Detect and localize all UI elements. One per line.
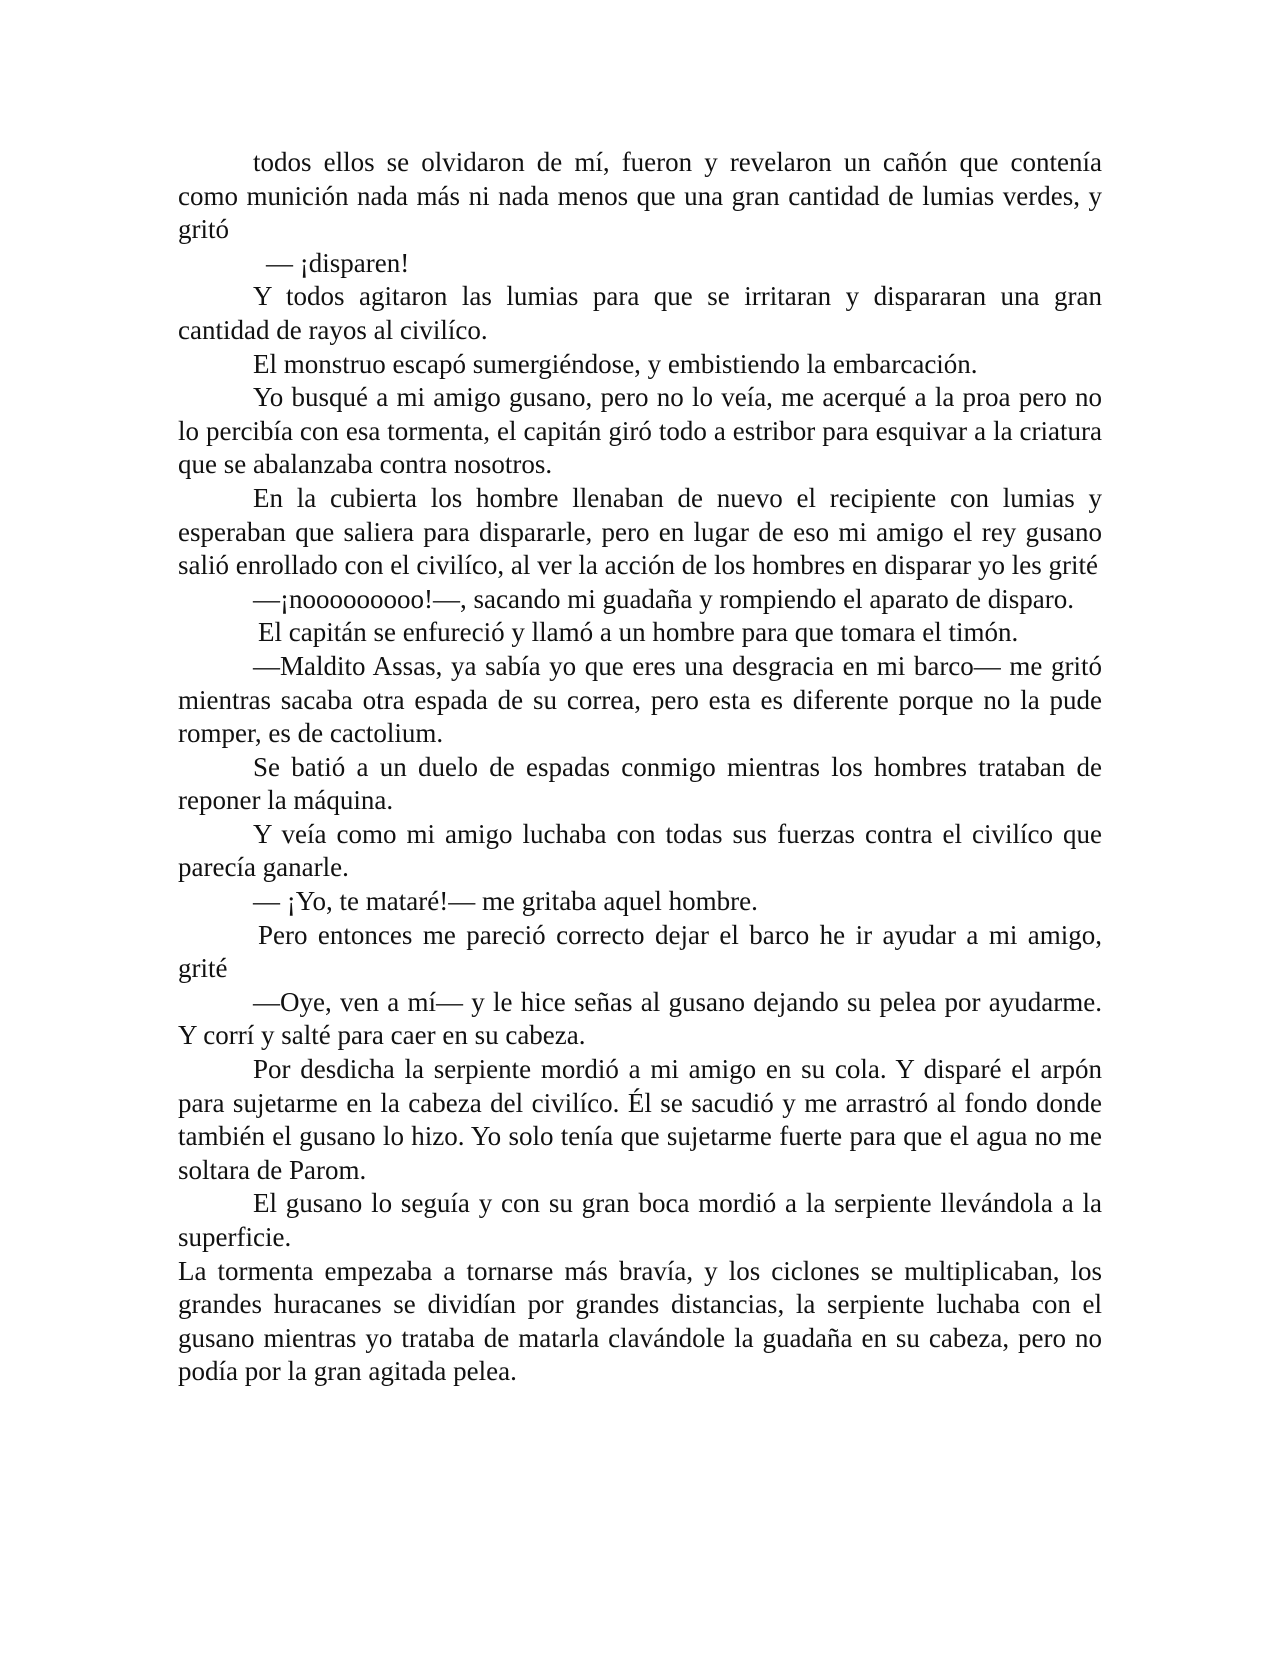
dialogue-line: —Oye, ven a mí— y le hice señas al gusano dejando su pelea por ayudarme. Y corrí y salté para caer en su cabeza.	[178, 986, 1102, 1051]
paragraph: El monstruo escapó sumergiéndose, y embistiendo la embarcación.	[253, 348, 978, 379]
paragraph: El capitán se enfureció y llamó a un hombre para que tomara el timón.	[258, 617, 1019, 648]
dialogue-line: — ¡Yo, te mataré!— me gritaba aquel hombre.	[253, 886, 758, 917]
document-page	[178, 146, 1102, 1389]
paragraph: Por desdicha la serpiente mordió a mi amigo en su cola. Y disparé el arpón para sujetarme en la cabeza del civilíco. Él se sacudió y me arrastró al fondo donde también el gusano lo hizo. Yo solo tenía que sujetarme fuerte para que el agua no me soltara de Parom.	[178, 1054, 1102, 1185]
paragraph: Y todos agitaron las lumias para que se irritaran y dispararan una gran cantidad de rayos al civilíco.	[178, 281, 1102, 345]
paragraph: todos ellos se olvidaron de mí, fueron y revelaron un cañón que contenía como munición nada más ni nada menos que una gran cantidad de lumias verdes, y gritó	[178, 147, 1102, 245]
paragraph: Se batió a un duelo de espadas conmigo mientras los hombres trataban de reponer la máquina.	[178, 751, 1102, 816]
dialogue-line: —¡nooooooooo!—, sacando mi guadaña y rompiendo el aparato de disparo.	[253, 583, 1075, 614]
paragraph: El gusano lo seguía y con su gran boca mordió a la serpiente llevándola a la superficie.	[178, 1188, 1102, 1252]
paragraph: Pero entonces me pareció correcto dejar el barco he ir ayudar a mi amigo, grité	[178, 919, 1102, 984]
dialogue-line: — ¡disparen!	[266, 247, 410, 278]
paragraph: Yo busqué a mi amigo gusano, pero no lo veía, me acerqué a la proa pero no lo percibía con esa tormenta, el capitán giró todo a estribor para esquivar a la criatura que se abalanzaba contra nosotros.	[178, 382, 1102, 480]
dialogue-line: —Maldito Assas, ya sabía yo que eres una desgracia en mi barco— me gritó mientras sacaba otra espada de su correa, pero esta es diferente porque no la pude romper, es de cactolium.	[178, 650, 1102, 749]
paragraph: En la cubierta los hombre llenaban de nuevo el recipiente con lumias y esperaban que saliera para dispararle, pero en lugar de eso mi amigo el rey gusano salió enrollado con el civilíco, al ver la acción de los hombres en disparar yo les grité	[178, 482, 1102, 581]
paragraph: Y veía como mi amigo luchaba con todas sus fuerzas contra el civilíco que parecía ganarle.	[178, 818, 1102, 883]
paragraph: La tormenta empezaba a tornarse más bravía, y los ciclones se multiplicaban, los grandes huracanes se dividían por grandes distancias, la serpiente luchaba con el gusano mientras yo trataba de matarla clavándole la guadaña en su cabeza, pero no podía por la gran agitada pelea.	[178, 1255, 1102, 1387]
